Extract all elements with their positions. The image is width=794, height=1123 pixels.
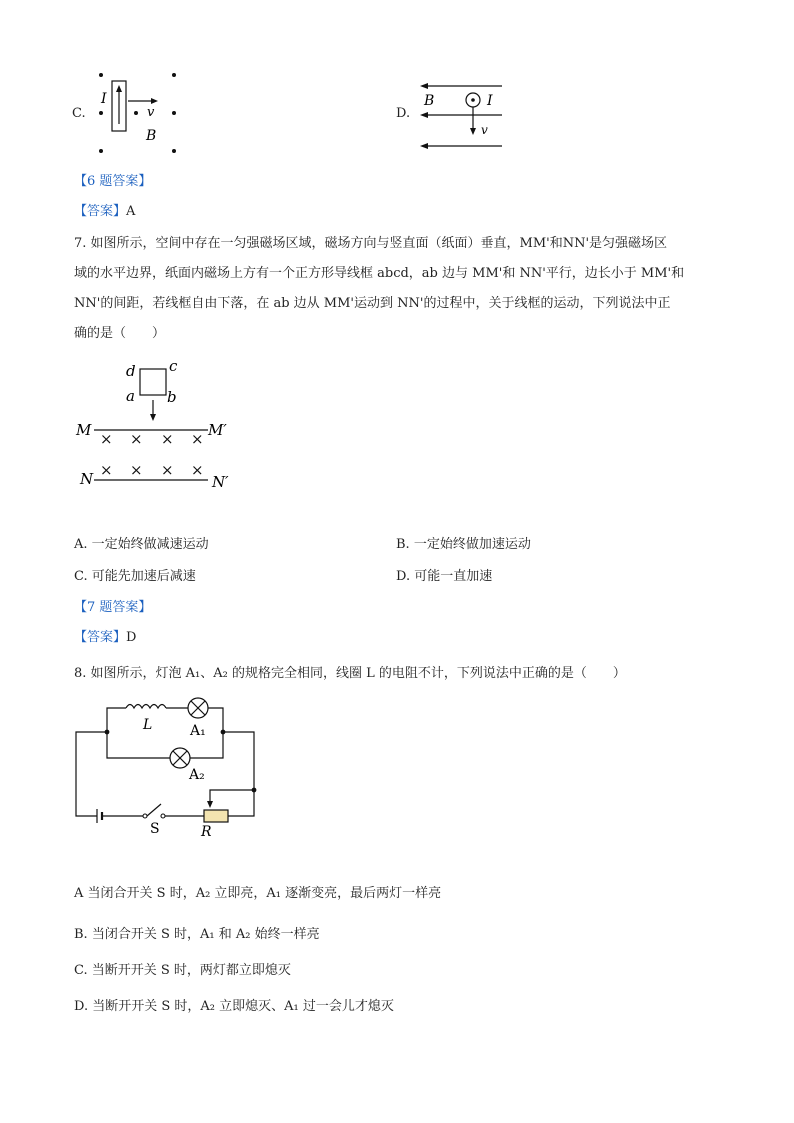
- field-cross-icon: ×: [130, 430, 143, 448]
- field-cross-icon: ×: [161, 430, 174, 448]
- field-cross-icon: ×: [100, 461, 113, 479]
- q7-option-c: C. 可能先加速后减速: [74, 569, 196, 584]
- square-loop: [140, 369, 166, 395]
- q7-stem-line2: 域的水平边界，纸面内磁场上方有一个正方形导线框 abcd，ab 边与 MM'和 NN'平行，边长小于 MM'和: [74, 266, 685, 281]
- rheostat-R: [204, 810, 228, 822]
- switch-contact: [161, 814, 165, 818]
- q6-figure-c: [92, 70, 192, 158]
- field-arrow-icon: [420, 143, 428, 149]
- answer-label: 【答案】: [74, 204, 127, 219]
- field-cross-icon: ×: [161, 461, 174, 479]
- field-arrow-icon: [420, 83, 428, 89]
- label-B: B: [424, 93, 435, 109]
- q7-answer-header: 【7 题答案】: [74, 600, 152, 615]
- q6-option-d-label: D.: [396, 106, 411, 121]
- q8-stem: 8. 如图所示，灯泡 A₁、A₂ 的规格完全相同，线圈 L 的电阻不计，下列说法中正确的是（ ）: [74, 666, 626, 681]
- junction-dot: [221, 730, 226, 735]
- label-A1: A₁: [190, 723, 206, 739]
- label-S: S: [150, 821, 160, 837]
- q7-option-b: B. 一定始终做加速运动: [396, 537, 531, 552]
- label-M-prime: M′: [208, 421, 227, 439]
- field-dot: [134, 111, 138, 115]
- label-M: M: [76, 421, 92, 439]
- fall-arrow-icon: [150, 414, 156, 421]
- field-cross-icon: ×: [130, 461, 143, 479]
- q7-option-d: D. 可能一直加速: [396, 569, 493, 584]
- q6-figure-d: [418, 76, 508, 156]
- label-d: d: [126, 362, 136, 380]
- label-c: c: [169, 357, 178, 375]
- slider-arrow-icon: [207, 801, 213, 808]
- field-dot: [172, 111, 176, 115]
- velocity-arrow-icon: [151, 98, 158, 104]
- label-L: L: [143, 717, 153, 733]
- label-N: N: [80, 470, 94, 488]
- q7-option-a: A. 一定始终做减速运动: [74, 537, 209, 552]
- junction-dot: [252, 788, 257, 793]
- q8-option-c: C. 当断开开关 S 时，两灯都立即熄灭: [74, 963, 291, 978]
- switch-blade: [147, 804, 161, 816]
- label-v: v: [147, 105, 155, 120]
- junction-dot: [105, 730, 110, 735]
- field-dot: [99, 149, 103, 153]
- q7-stem-line3: NN'的间距，若线框自由下落，在 ab 边从 MM'运动到 NN'的过程中，关于线框的运动，下列说法中正: [74, 296, 671, 311]
- q6-answer-header: 【6 题答案】: [74, 174, 152, 189]
- field-cross-icon: ×: [191, 461, 204, 479]
- q8-option-b: B. 当闭合开关 S 时，A₁ 和 A₂ 始终一样亮: [74, 927, 320, 942]
- q8-circuit: [70, 690, 270, 840]
- label-I: I: [487, 93, 493, 109]
- field-cross-icon: ×: [191, 430, 204, 448]
- q7-answer: [74, 628, 136, 648]
- velocity-arrow-icon: [470, 128, 476, 135]
- field-arrow-icon: [420, 112, 428, 118]
- label-B: B: [146, 128, 157, 144]
- label-b: b: [167, 388, 177, 406]
- field-dot: [99, 73, 103, 77]
- label-A2: A₂: [189, 767, 205, 783]
- answer-value: A: [126, 204, 136, 219]
- label-a: a: [126, 387, 135, 405]
- current-arrow-icon: [116, 85, 122, 92]
- q8-option-d: D. 当断开开关 S 时，A₂ 立即熄灭、A₁ 过一会儿才熄灭: [74, 999, 394, 1014]
- q8-option-a: A 当闭合开关 S 时，A₂ 立即亮，A₁ 逐渐变亮，最后两灯一样亮: [74, 886, 442, 901]
- label-v: v: [481, 123, 488, 137]
- label-I: I: [101, 91, 107, 107]
- inductor-coil: [126, 705, 166, 709]
- answer-value: D: [126, 630, 137, 645]
- q6-option-c-label: C.: [72, 106, 86, 121]
- label-N-prime: N′: [212, 473, 229, 491]
- q6-answer: [74, 202, 135, 222]
- q7-figure: [74, 356, 244, 496]
- field-cross-icon: ×: [100, 430, 113, 448]
- q7-stem-line1: 7. 如图所示，空间中存在一匀强磁场区域，磁场方向与竖直面（纸面）垂直，MM'和NN'是匀强磁场区: [74, 236, 668, 251]
- switch-contact: [143, 814, 147, 818]
- label-R: R: [201, 824, 212, 840]
- field-dot: [172, 149, 176, 153]
- field-dot: [172, 73, 176, 77]
- q7-stem-line4: 确的是（ ）: [74, 326, 166, 341]
- field-dot: [99, 111, 103, 115]
- answer-label: 【答案】: [74, 630, 127, 645]
